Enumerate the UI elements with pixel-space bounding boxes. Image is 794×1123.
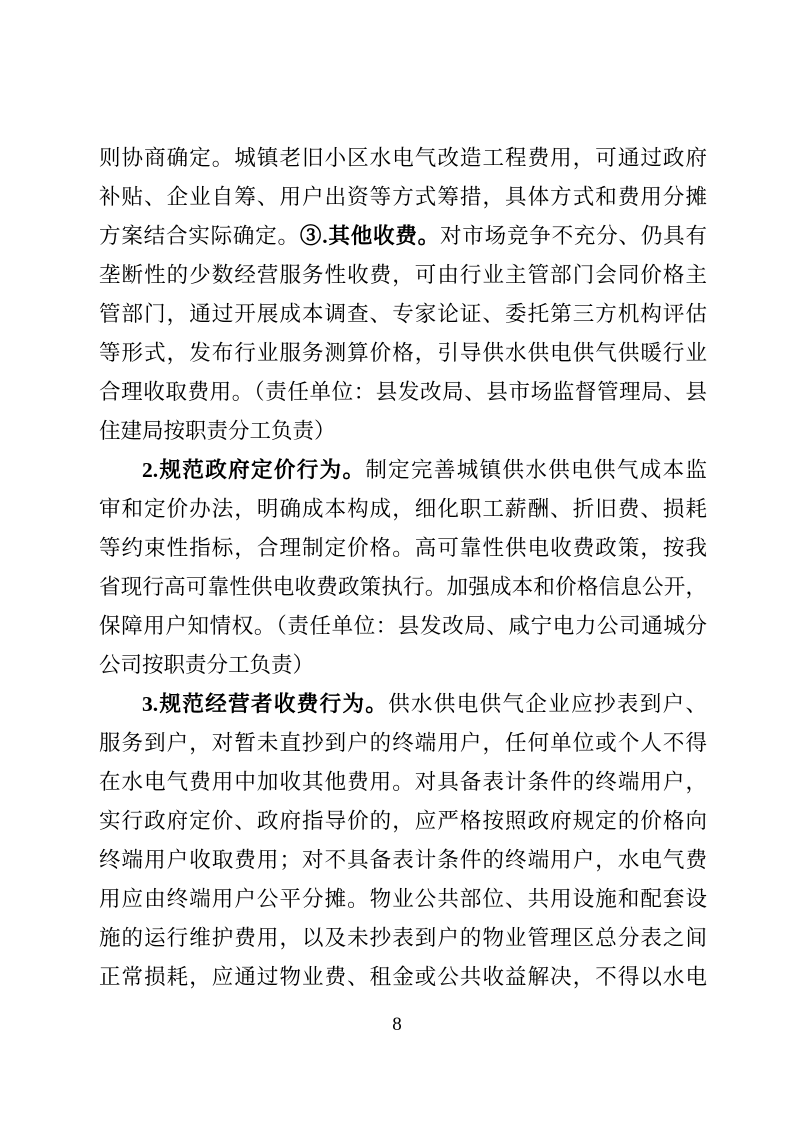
text-line [99,646,707,685]
text-line [99,412,707,451]
text-line [99,763,707,802]
text-line [99,568,707,607]
text-line [99,685,707,724]
text-run: 则协商确定。城镇老旧小区水电气改造工程费用，可通过政府 [99,146,707,170]
text-run: 补贴、企业自筹、用户出资等方式筹措，具体方式和费用分摊 [99,185,707,209]
text-line [99,334,707,373]
text-run: 正常损耗，应通过物业费、租金或公共收益解决，不得以水电 [99,965,707,989]
text-run: 垄断性的少数经营服务性收费，可由行业主管部门会同价格主 [99,263,707,287]
bold-heading-run: ③.其他收费。 [299,224,440,248]
text-run: 公司按职责分工负责） [99,653,315,677]
text-run: 施的运行维护费用，以及未抄表到户的物业管理区总分表之间 [99,926,707,950]
text-run: 终端用户收取费用；对不具备表计条件的终端用户，水电气费 [99,848,707,872]
text-run: 省现行高可靠性供电收费政策执行。加强成本和价格信息公开， [99,575,707,599]
text-run: 保障用户知情权。（责任单位：县发改局、咸宁电力公司通城分 [99,614,707,638]
text-line [99,880,707,919]
bold-heading-run: 3.规范经营者收费行为。 [142,692,389,716]
text-line [99,490,707,529]
text-line [99,724,707,763]
text-run: 方案结合实际确定。 [99,224,300,248]
text-line [99,295,707,334]
text-run: 供水供电供气企业应抄表到户、 [388,692,707,716]
text-line [99,919,707,958]
text-line [99,607,707,646]
text-run: 制定完善城镇供水供电供气成本监 [365,458,707,482]
text-run: 服务到户，对暂未直抄到户的终端用户，任何单位或个人不得 [99,731,707,755]
text-run: 审和定价办法，明确成本构成，细化职工薪酬、折旧费、损耗 [99,497,707,521]
text-line [99,841,707,880]
text-line [99,958,707,997]
text-run: 合理收取费用。（责任单位：县发改局、县市场监督管理局、县 [99,380,707,404]
text-line [99,139,707,178]
text-line [99,529,707,568]
text-run: 等形式，发布行业服务测算价格，引导供水供电供气供暖行业 [99,341,707,365]
text-run: 实行政府定价、政府指导价的，应严格按照政府规定的价格向 [99,809,707,833]
text-run: 管部门，通过开展成本调查、专家论证、委托第三方机构评估 [99,302,707,326]
page-number: 8 [392,1014,402,1035]
text-run: 用应由终端用户公平分摊。物业公共部位、共用设施和配套设 [99,887,707,911]
document-body [99,139,707,997]
text-run: 在水电气费用中加收其他费用。对具备表计条件的终端用户， [99,770,707,794]
text-line [99,178,707,217]
bold-heading-run: 2.规范政府定价行为。 [142,458,366,482]
text-line [99,802,707,841]
text-line [99,217,707,256]
text-run: 对市场竞争不充分、仍具有 [439,224,707,248]
text-line [99,451,707,490]
text-line [99,373,707,412]
text-run: 等约束性指标，合理制定价格。高可靠性供电收费政策，按我 [99,536,707,560]
text-run: 住建局按职责分工负责） [99,419,336,443]
text-line [99,256,707,295]
